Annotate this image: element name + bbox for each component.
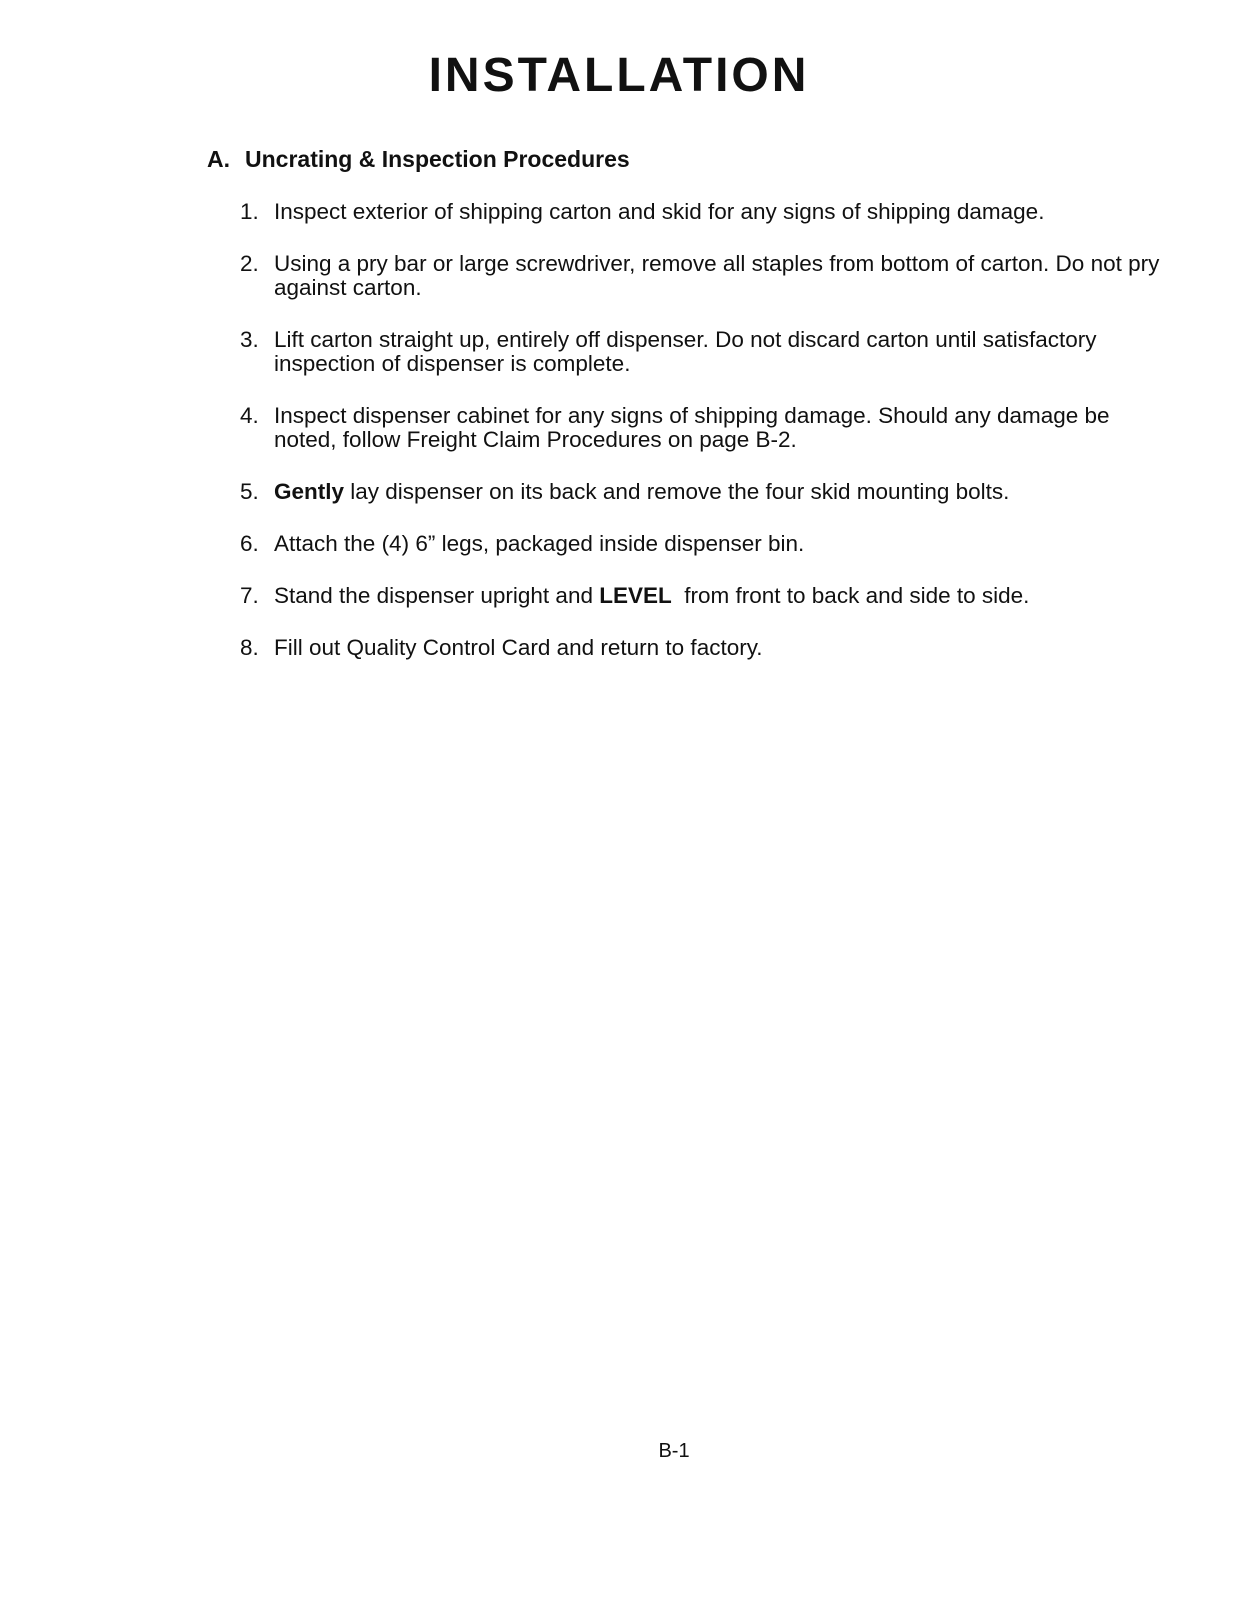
- step-number: 3.: [240, 327, 259, 352]
- section-letter: A.: [207, 146, 230, 172]
- section-heading-text: Uncrating & Inspection Procedures: [245, 146, 630, 172]
- step-4: [240, 404, 1175, 452]
- step-5: [240, 480, 1175, 504]
- step-6: [240, 532, 1175, 556]
- page-number: B-1: [658, 1440, 690, 1462]
- procedure-steps-list: [240, 200, 1175, 688]
- step-number: 4.: [240, 403, 259, 428]
- step-7: [240, 584, 1175, 608]
- step-number: 1.: [240, 199, 259, 224]
- step-emphasis: Gently: [274, 479, 345, 504]
- step-text: Using a pry bar or large screwdriver, remove all staples from bottom of carton. Do not pry against carton.: [274, 251, 1160, 300]
- step-3: [240, 328, 1175, 376]
- step-number: 6.: [240, 531, 259, 556]
- step-2: [240, 252, 1175, 300]
- step-text: lay dispenser on its back and remove the four skid mounting bolts.: [344, 479, 1010, 504]
- step-1: [240, 200, 1175, 224]
- page-title: INSTALLATION: [428, 49, 810, 102]
- step-text: Fill out Quality Control Card and return to factory.: [274, 635, 763, 660]
- step-number: 2.: [240, 251, 259, 276]
- step-text: Attach the (4) 6” legs, packaged inside dispenser bin.: [274, 531, 805, 556]
- step-text-after: from front to back and side to side.: [671, 583, 1030, 608]
- step-text: Inspect exterior of shipping carton and skid for any signs of shipping damage.: [274, 199, 1045, 224]
- section-heading: [207, 146, 630, 173]
- step-8: [240, 636, 1175, 660]
- step-emphasis: LEVEL: [599, 583, 672, 608]
- step-text: Lift carton straight up, entirely off dispenser. Do not discard carton until satisfactory inspection of dispenser is complete.: [274, 327, 1097, 376]
- step-number: 7.: [240, 583, 259, 608]
- step-number: 8.: [240, 635, 259, 660]
- step-number: 5.: [240, 479, 259, 504]
- step-text: Stand the dispenser upright and: [274, 583, 600, 608]
- step-text: Inspect dispenser cabinet for any signs of shipping damage. Should any damage be noted, follow Freight Claim Procedures on page B-2.: [274, 403, 1110, 452]
